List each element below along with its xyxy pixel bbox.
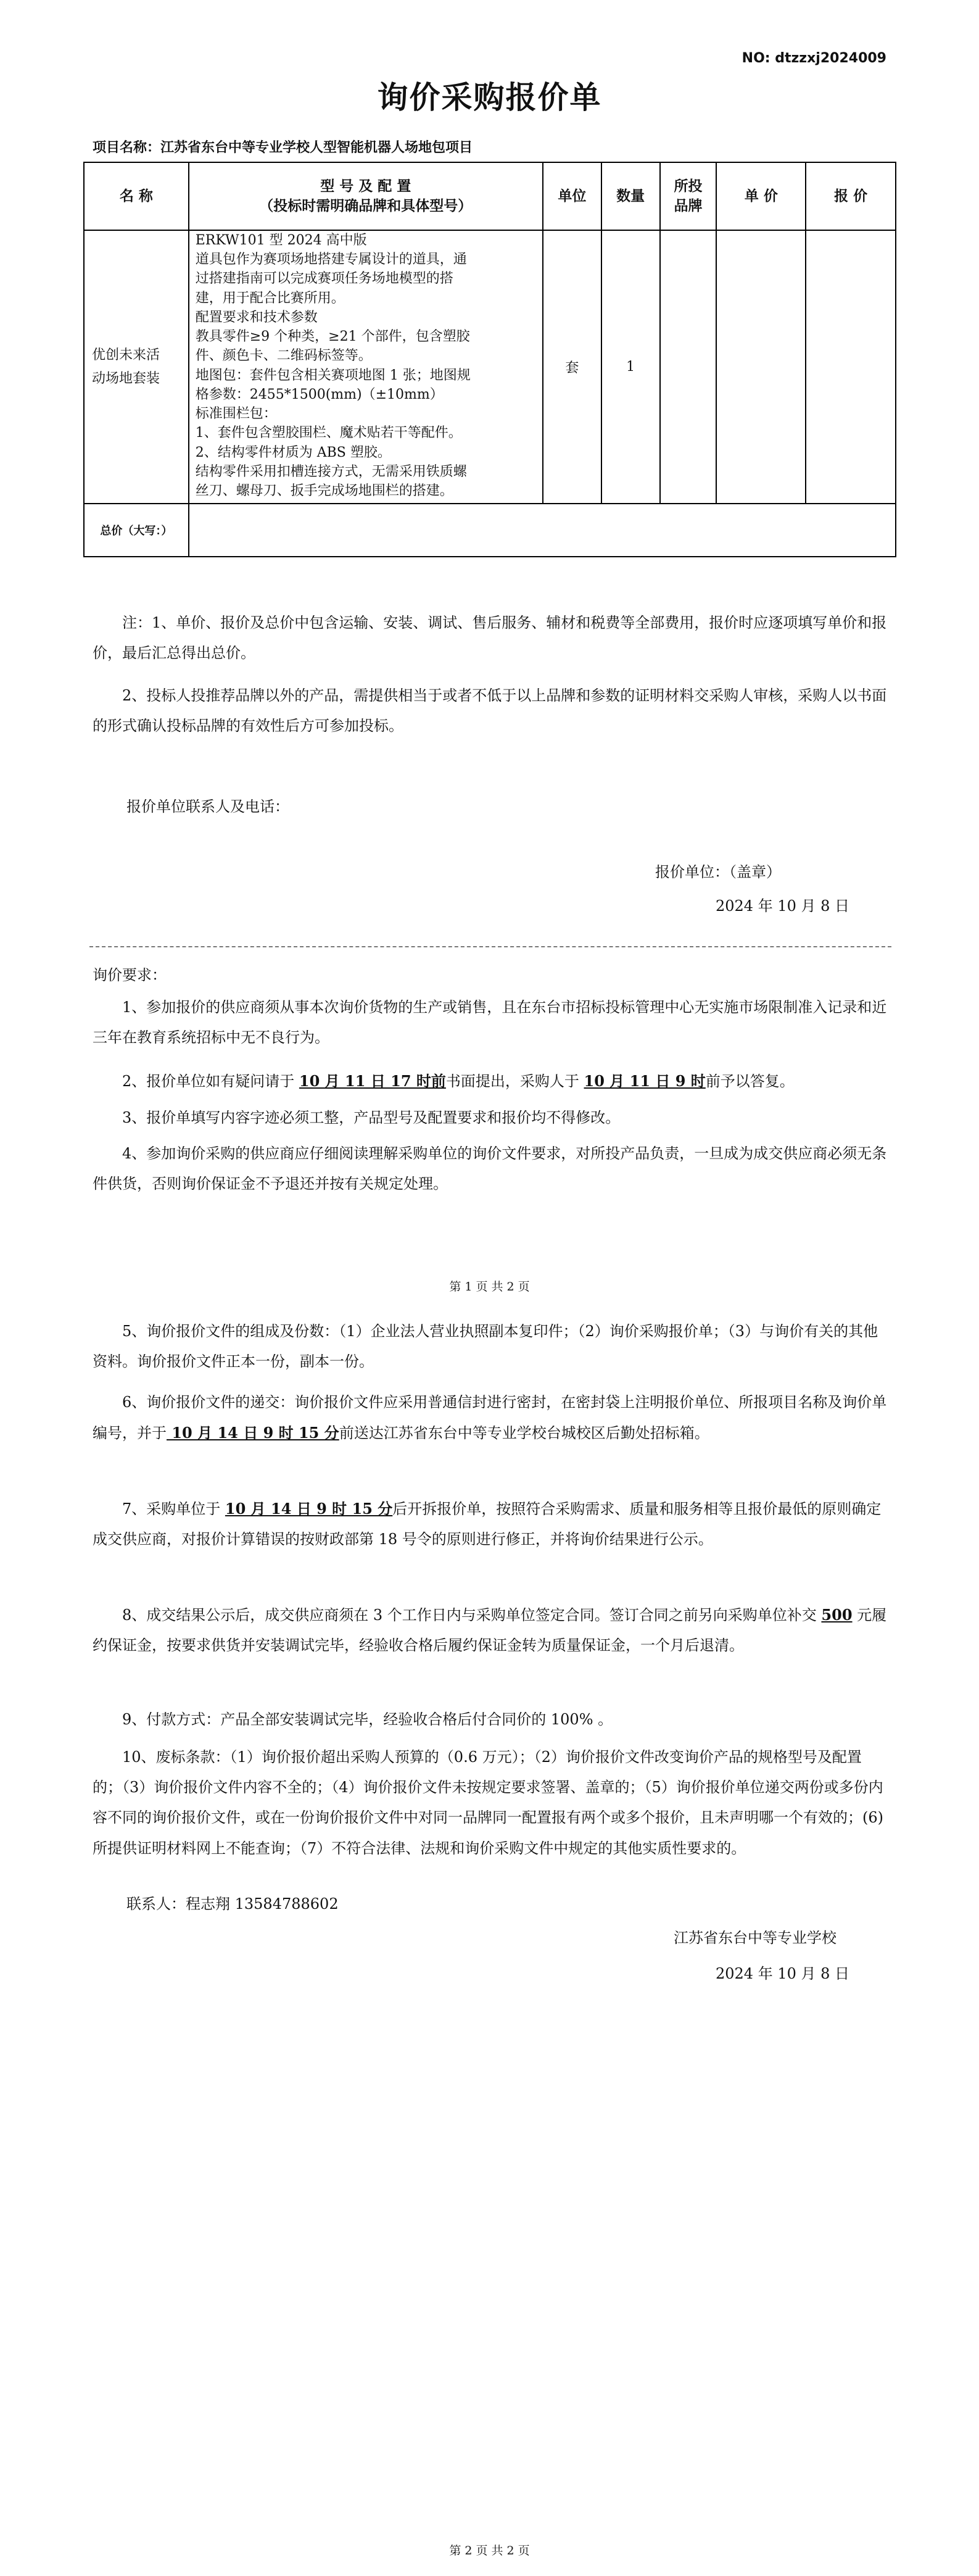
deposit-amount: 500 <box>821 1606 853 1624</box>
requirement-2-text: 前予以答复。 <box>705 1073 795 1090</box>
requirement-4: 4、参加询价采购的供应商应仔细阅读理解采购单位的询价文件要求，对所投产品负责，一旦成为成交供应商必须无条件供货，否则询价保证金不予退还并按有关规定处理。 <box>93 1145 887 1193</box>
requirement-2-text: 书面提出，采购人于 <box>445 1073 584 1090</box>
header-brand-line2: 品牌 <box>674 198 703 214</box>
document-number: NO: dtzzxj2024009 <box>741 51 886 66</box>
requirement-7 <box>93 1494 888 1555</box>
header-name: 名 称 <box>84 162 189 230</box>
page-footer-2: 第 2 页 共 2 页 <box>449 2544 530 2557</box>
requirement-8 <box>93 1600 888 1661</box>
item-qty: 1 <box>601 230 660 504</box>
requirement-8-text: 元履约保证金，按要求供货并安装调试完毕，经验收合格后履约保证金转为质量保证金，一个月后退清。 <box>93 1606 887 1655</box>
requirement-6-text: 6、询价报价文件的递交：询价报价文件应采用普通信封进行密封，在密封袋上注明报价单位、所报项目名称及询价单编号，并于 <box>93 1394 887 1442</box>
spec-line: 建，用于配合比赛所用。 <box>195 290 345 306</box>
item-spec <box>189 230 543 504</box>
spec-line: 件、颜色卡、二维码标签等。 <box>195 348 372 364</box>
spec-line: 丝刀、螺母刀、扳手完成场地围栏的搭建。 <box>195 483 453 499</box>
header-qty: 数量 <box>601 162 660 230</box>
page-title: 询价采购报价单 <box>377 80 602 115</box>
item-brand-cell[interactable] <box>660 230 717 504</box>
spec-line: 2、结构零件材质为 ABS 塑胶。 <box>195 444 391 460</box>
requirement-6 <box>93 1387 888 1448</box>
project-name: 项目名称：江苏省东台中等专业学校人型智能机器人场地包项目 <box>93 140 473 156</box>
spec-line: 过搭建指南可以完成赛项任务场地模型的搭 <box>195 271 453 287</box>
header-spec-line1: 型 号 及 配 置 <box>320 178 411 194</box>
answer-deadline: 10 月 11 日 9 时 <box>584 1072 706 1090</box>
item-unit: 套 <box>543 230 601 504</box>
header-quote: 报 价 <box>806 162 896 230</box>
requirement-8-text: 8、成交结果公示后，成交供应商须在 3 个工作日内与采购单位签定合同。签订合同之前另向采购单位补交 <box>122 1606 822 1624</box>
requirements-date: 2024 年 10 月 8 日 <box>716 1965 850 1982</box>
opening-time: 10 月 14 日 9 时 15 分 <box>225 1500 393 1518</box>
header-brand-line1: 所投 <box>674 178 703 194</box>
requirements-heading: 询价要求： <box>93 966 167 984</box>
contact-person: 联系人：程志翔 13584788602 <box>126 1895 339 1913</box>
quote-date: 2024 年 10 月 8 日 <box>716 897 850 915</box>
spec-line: 结构零件采用扣槽连接方式，无需采用铁质螺 <box>195 463 467 480</box>
total-label: 总价（大写：） <box>84 504 189 557</box>
submission-deadline: 10 月 14 日 9 时 15 分 <box>167 1424 339 1442</box>
spec-line: ERKW101 型 2024 高中版 <box>195 233 367 248</box>
contact-label: 报价单位联系人及电话： <box>126 798 289 815</box>
table-row <box>84 230 896 504</box>
requirement-1: 1、参加报价的供应商须从事本次询价货物的生产或销售，且在东台市招标投标管理中心无实施市场限制准入记录和近三年在教育系统招标中无不良行为。 <box>93 999 887 1047</box>
spec-line: 配置要求和技术参数 <box>195 309 318 325</box>
requirement-7-text: 7、采购单位于 <box>122 1500 225 1518</box>
requirement-2-text: 2、报价单位如有疑问请于 <box>122 1073 299 1090</box>
requirement-5: 5、询价报价文件的组成及份数：（1）企业法人营业执照副本复印件；（2）询价采购报价单；（3）与询价有关的其他资料。询价报价文件正本一份，副本一份。 <box>93 1323 878 1371</box>
divider <box>89 946 891 947</box>
spec-line: 地图包：套件包含相关赛项地图 1 张；地图规 <box>195 367 471 383</box>
item-unit-price-cell[interactable] <box>716 230 806 504</box>
header-unit: 单位 <box>543 162 601 230</box>
header-spec-line2: （投标时需明确品牌和具体型号） <box>259 198 473 214</box>
header-spec <box>189 162 543 230</box>
spec-line: 1、套件包含塑胶围栏、魔术贴若干等配件。 <box>195 425 462 441</box>
header-brand <box>660 162 717 230</box>
spec-line: 道具包作为赛项场地搭建专属设计的道具，通 <box>195 252 467 268</box>
note-1: 注：1、单价、报价及总价中包含运输、安装、调试、售后服务、辅材和税费等全部费用，报价时应逐项填写单价和报价，最后汇总得出总价。 <box>93 614 887 662</box>
school-name: 江苏省东台中等专业学校 <box>674 1929 836 1947</box>
table-header-row <box>84 162 896 230</box>
total-row <box>84 504 896 557</box>
item-name <box>84 230 189 504</box>
requirement-2 <box>93 1066 888 1097</box>
item-name-line2: 动场地套装 <box>92 370 160 386</box>
requirement-6-text: 前送达江苏省东台中等专业学校台城校区后勤处招标箱。 <box>339 1424 709 1442</box>
requirement-9: 9、付款方式：产品全部安装调试完毕，经验收合格后付合同价的 100% 。 <box>122 1711 613 1728</box>
quotation-table <box>83 162 896 557</box>
item-name-line1: 优创未来活 <box>92 347 160 364</box>
header-unit-price: 单 价 <box>716 162 806 230</box>
question-deadline: 10 月 11 日 17 时前 <box>299 1072 446 1090</box>
spec-line: 标准围栏包： <box>195 406 277 422</box>
spec-line: 教具零件≥9 个种类，≥21 个部件，包含塑胶 <box>195 329 470 345</box>
requirement-3: 3、报价单填写内容字迹必须工整，产品型号及配置要求和报价均不得修改。 <box>122 1109 621 1126</box>
total-value-cell[interactable] <box>189 504 896 557</box>
item-quote-cell[interactable] <box>806 230 896 504</box>
note-2: 2、投标人投推荐品牌以外的产品，需提供相当于或者不低于以上品牌和参数的证明材料交采购人审核，采购人以书面的形式确认投标品牌的有效性后方可参加投标。 <box>93 687 887 735</box>
seal-label: 报价单位：（盖章） <box>655 863 781 881</box>
spec-line: 格参数：2455*1500(mm)（±10mm） <box>195 386 444 402</box>
requirement-7-text: 后开拆报价单，按照符合采购需求、质量和服务相等且报价最低的原则确定成交供应商，对报价计算错误的按财政部第 18 号令的原则进行修正，并将询价结果进行公示。 <box>93 1500 882 1548</box>
page-footer-1: 第 1 页 共 2 页 <box>449 1280 530 1294</box>
requirement-10: 10、废标条款：（1）询价报价超出采购人预算的（0.6 万元）；（2）询价报价文件改变询价产品的规格型号及配置的；（3）询价报价文件内容不全的；（4）询价报价文件未按规定要求签署、盖章的；（5）询价报价单位递交两份或多份内容不同的询价报价文件，或在一份询价报价文件中对同一品牌同一配置报有两个或多个报价，且未声明哪一个有效的；(6)所提供证明材料网上不能查询；（7）不符合法律、法规和询价采购文件中规定的其他实质性要求的。 <box>93 1748 883 1857</box>
